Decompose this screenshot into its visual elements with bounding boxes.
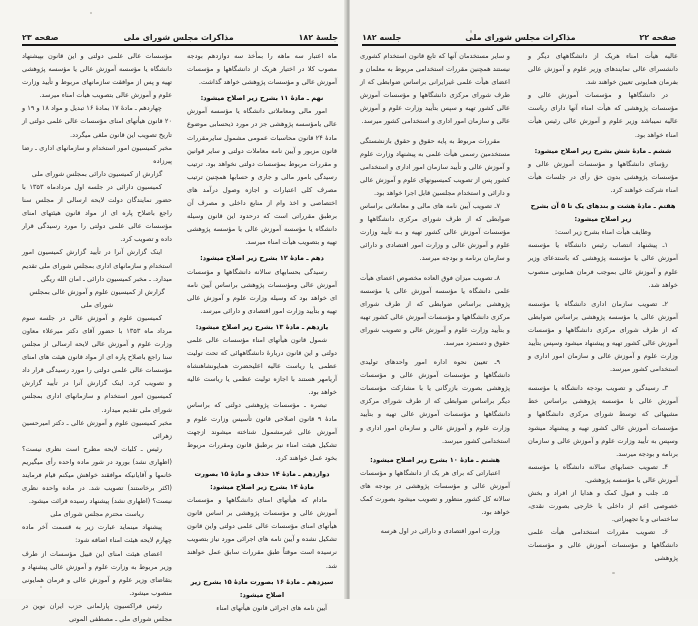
rapporteur-line: مخبر کمیسیون امور استخدام و سازمانهای اداری ـ رضا پیرزاده <box>22 143 172 165</box>
right-page <box>350 0 698 599</box>
text-column-right <box>528 50 678 566</box>
paragraph: وزارت امور اقتصادی و دارائی در اول هرسه <box>380 527 500 536</box>
page-header <box>362 28 676 42</box>
paragraph: اینک گزارش آنرا در تأیید گزارش کمیسیون امور استخدام و سازمانهای اداری بمجلس شورای ملی تقدیم میدارد. ـ مخبر کمیسیون دارائی ـ امان الله ریگی <box>22 248 172 283</box>
paragraph: مادام که هیأتهای امنای دانشگاهها و مؤسسات آموزش عالی و مؤسسات پژوهشی بر اساس قانون هیأتهای امنای مؤسسات عالی علمی دولتی واین قانون تشکیل نشده و آیین نامه های اجرائی مورد نیاز بتصویب نرسیده است موقتاً طبق مقررات سابق عمل خواهند شد. <box>187 496 337 570</box>
list-item: ۶ـ تصویب مقررات استخدامی هیأت علمی دانشگاهها و مؤسسات آموزش عالی و مؤسسات پژوهشی <box>528 528 678 563</box>
list-item: ۵ـ جلب و قبول کمک و هدایا از افراد و بخش خصوصی اعم از داخلی یا خارجی بصورت نقدی، ساختمانی و یا تجهیزاتی. <box>528 489 678 524</box>
paragraph: و سایر مستخدمان آنها که تابع قانون استخدام کشوری نیستند همچنین مقررات استخدامی مربوط به معلمان و اعضای هیأت علمی غیرایرانی براساس ضوابطی که از طرف شورای مرکزی دانشگاهها و مؤسسات آموزش عالی کشور تهیه و سپس بتأیید وزارت علوم و آموزش عالی و سازمان امور اداری و استخدامی کشور میرسد. <box>360 52 510 126</box>
report-title: گزارش از کمیسیون دارائی بمجلس شورای ملی <box>31 169 163 178</box>
paragraph: کمیسیون دارائی در جلسه اول مردادماه ۱۳۵۳ با حضور نمایندگان دولت لایحه ارسالی از مجلس سنا راجع باصلاح پاره ای از مواد قانون هیئتهای امنای مؤسسات عالی علمی دولتی را مورد رسیدگی قرار داده و تصویب کرد. <box>22 182 172 244</box>
report-title: گزارش از کمیسیون علوم و آموزش عالی بمجلس شورای ملی <box>29 287 165 309</box>
left-page <box>0 0 348 624</box>
paragraph: اعضای هیئت امنای این قبیل مؤسسات از طرف وزیر مربوط به وزارت علوم و آموزش عالی پیشنهاد و بتقاضای وزیر علوم و آموزش عالی و فرمان همایونی منصوب میشود. <box>22 549 172 597</box>
page-number: صفحه ۲۲ <box>639 33 676 42</box>
section-heading: نهم ـ مادهٔ ۱۱ بشرح زیر اصلاح میشود: <box>200 94 324 103</box>
list-item: ۷ـ تصویب آیین نامه های مالی و معاملاتی براساس ضوابطی که از طرف شورای مرکزی دانشگاهها و مؤسسات آموزش عالی کشور تهیه و بـه تأیید وزارت علوم و آموزش عالی و وزارت امور اقتصادی و دارائی و سازمان برنامه و بودجه میرسد. <box>360 202 510 263</box>
list-item: ۱ـ پیشنهاد انتصاب رئیس دانشگاه یا مؤسسه آموزش عالی یا مؤسسه پژوهشی که باستدعای وزیر علوم و آموزش عالی بموجب فرمان همایونی منصوب خواهد شد. <box>528 241 678 289</box>
section-heading: هفتم ـ مادهٔ هشت و بندهای یک تا ۵ آن بشرح زیر اصلاح میشود: <box>530 202 676 224</box>
rapporteur-line: مخبر کمیسیون علوم و آموزش عالی ـ دکتر امیرحسین زهرائی <box>22 418 172 440</box>
section-heading: یازدهم ـ مادهٔ ۱۳ بشرح زیر اصلاح میشود: <box>195 322 329 331</box>
paragraph: پیشنهاد مینماید عبارت زیر به قسمت آخر ماده چهارم لایحه هیئت امناء اضافه شود: <box>22 523 172 545</box>
header-rule <box>362 44 676 46</box>
session-number: جلسهٔ ۱۸۲ <box>298 33 338 42</box>
paragraph: شمول قانون هیأتهای امناء مؤسسات عالی علمی دولتی و این قانون دربارهٔ دانشگاههائی که تحت تولیت عظمی یا ریاست عالیه اعلیحضرت همایونشاهنشاه آریامهر هستند با اجازه تولیت عظمی یا ریاست عالیه خواهد بود. <box>187 335 337 397</box>
list-item: ۲ـ تصویب سازمان اداری دانشگاه یا مؤسسه آموزش عالی یا مؤسسه پژوهشی براساس ضوابطی که از طرف شورای مرکزی دانشگاهها و مؤسسات آموزش عالی کشور تهیه و پیشنهاد میشود وسپس بتأیید وزارت علوم و آموزش عالی و سازمان امور اداری و استخدامی کشور میرسد. <box>528 299 678 374</box>
paragraph: ماه اعتبار سه ماهه را بمأخذ سه دوازدهم بودجه مصوب کلا در اختیار هریک از دانشگاهها و مؤسسات آموزش عالی و مؤسسات پژوهشی خواهد گذاشت. <box>187 52 337 87</box>
text-column-right <box>187 50 337 615</box>
scan-speck <box>470 30 472 33</box>
section-heading: ششم ـ مادهٔ شش بشرح زیر اصلاح میشود: <box>534 146 672 155</box>
session-number: جلسه ۱۸۲ <box>362 33 402 42</box>
scan-speck <box>612 572 615 574</box>
paragraph: وظایف هیأت امناء بشرح زیر است: <box>554 228 652 237</box>
signature-line: رئیس فراکسیون پارلمانی حزب ایران نوین در مجلس شورای ملی ـ مصطفی الموتی <box>22 601 172 624</box>
page-header <box>22 28 338 42</box>
paragraph: رؤسای دانشگاهها و مؤسسات آموزش عالی و مؤسسات پژوهشی بدون حق رأی در جلسات هیأت امناء شرکت خواهند کرد. <box>528 159 678 194</box>
paragraph: رسیدگی بحسابهای سالانه دانشگاهها و مؤسسات آموزش عالی ومؤسسات پژوهشی براساس آیین نامه ای خواهد بود که وسیله وزارت علوم و آموزش عالی تهیه و بتأیید وزارت امور اقتصادی و دارائی میرسد. <box>187 267 337 315</box>
paragraph: عالیه هیأت امناء هریک از دانشگاههای دیگر و دانشسرای عالی نمایندهای وزیر علوم و آموزش عالی بفرمان همایونی تعیین خواهند شد. <box>528 52 678 87</box>
paragraph: اعتباراتی که برای هر یک از دانشگاهها و مؤسسات آموزش عالی و مؤسسات پژوهشی در بودجه های سالانه کل کشور منظور و تصویب میشود بصورت کمک خواهد بود. <box>360 468 510 517</box>
paragraph: امور مالی ومعاملاتی دانشگاه یا مؤسسه آموزش عالی یامؤسسه پژوهشی جز در مورد ذیحسابی موضوع مادهٔ ۲۴ قانون محاسبات عمومی مشمول سایرمقررات قانون مزبور و آیین نامه معاملات دولتی و سایر قوانین و مقررات مربوط بمؤسسات دولتی نخواهد بود. ترتیب رسیدگی بامور مالی و جاری و حسابها همچنین ترتیب مصرف کلی اعتبارات و اجازه وصول درآمد های اختصاصی و اخذ وام از منابع داخلی و مصرف آن برطبق مقرراتی است که درحدود این قانون وسیله دانشگاه یا مؤسسه آموزش عالی یا مؤسسه پژوهشی تهیه و بتصویب هیأت امناء میرسد. <box>187 107 338 247</box>
header-rule <box>22 44 338 46</box>
note-paragraph: تبصره ـ مؤسسات پژوهشی دولتی که براساس مادهٔ ۹ قانون اصلاحی قانون تأسیس وزارت علوم و آموزش عالی غیرمشمول شناخته میشوند ازجهت تشکیل هیئت امناء نیز برطبق قانون ومقررات مربوط بخود عمل خواهند کرد. <box>187 401 338 462</box>
section-heading: دهم ـ مادهٔ ۱۲ بشرح زیر اصلاح میشود: <box>200 254 324 263</box>
text-column-left <box>22 50 172 626</box>
text-column-left <box>360 50 510 538</box>
list-item: ۴ـ تصویب حسابهای سالانه دانشگاه یا مؤسسه آموزش عالی یا مؤسسه پژوهشی. <box>528 462 678 484</box>
paragraph: مقررات مربوط به پایه حقوق و حقوق بازنشستگی مستخدمین رسمی هیأت علمی به پیشنهاد وزارت علوم و آموزش عالی و تأیید سازمان امور اداری و استخدامی کشور پس از تصویب کمیسیونهای علوم و آموزش عالی و دارائی و استخدام مجلسین قابل اجرا خواهد بود. <box>360 136 510 197</box>
section-heading: دوازدهم ـ مادهٔ ۱۴ حذف و مادهٔ ۱۵ بصورت مادهٔ ۱۴ بشرح زیر اصلاح میشود: <box>194 469 330 491</box>
running-title: مذاکرات مجلس شورای ملی <box>465 33 576 42</box>
scan-speck <box>40 586 42 588</box>
list-item: ۹ـ تعیین نحوه اداره امور واحدهای تولیدی دانشگاهها و مؤسسات آموزش عالی و مؤسسات پژوهشی بصورت بازرگانی یا با مشارکت مؤسسات دیگر براساس ضوابطی که از طرف شورای مرکزی دانشگاهها و مؤسسات آموزش عالی تهیه و بتأیید وزارت علوم و آموزش عالی و سازمان امور اداری و استخدامی کشور میرسد. <box>360 358 510 445</box>
scan-speck <box>90 12 92 14</box>
paragraph: کمیسیون علوم و آموزش عالی در جلسه سوم مرداد ماه ۱۳۵۳ با حضور آقای دکتر میرعلاء معاون وزارت علوم و آموزش عالی لایحه ارسالی از مجلس سنا راجع باصلاح پاره ای از مواد قانون هیئت های امنای مؤسسات عالی علمی دولتی را مورد رسیدگی قرار داد و تصویب کرد. اینک گزارش آنرا در تأیید گزارش کمیسیون امور استخدام و سازمانهای اداری بمجلس شورای ملی تقدیم میدارد. <box>22 313 173 414</box>
paragraph: مؤسسات عالی علمی دولتی و این قانون بپیشنهاد دانشگاه یا مؤسسه آموزش عالی یا مؤسسه پژوهشی تهیه و پس از موافقت سازمانهای مربوط و تأیید وزارت علوم و آموزش عالی بتصویب هیأت امناء میرسد. <box>22 52 172 100</box>
proposal-address: ریاست محترم مجلس شورای ملی <box>50 510 144 519</box>
section-heading: هشتم ـ مادهٔ ۱۰ بشرح زیر اصلاح میشود: <box>370 455 500 464</box>
paragraph: آیین نامه های اجرائی قانون هیأتهای امناء <box>216 603 327 612</box>
running-title: مذاکرات مجلس شورای ملی <box>123 33 234 42</box>
paragraph: در دانشگاهها و مؤسسات آموزش عالی و مؤسسات پژوهشی که هیأت امناء آنها دارای ریاست عالیه نمیباشد وزیر علوم و آموزش عالی رئیس هیأت امناء خواهد بود. <box>528 91 678 139</box>
section-heading: سیزدهم ـ مادهٔ ۱۶ بصورت مادهٔ ۱۵ بشرح زیر اصلاح میشود: <box>190 577 334 599</box>
page-number: صفحه ۲۳ <box>22 33 59 42</box>
list-item: ۳ـ رسیدگی و تصویب بودجه دانشگاه یا مؤسسه آموزش عالی یا مؤسسه پژوهشی براساس خط مشیهائی که توسط شورای مرکزی دانشگاهها و مؤسسات آموزش عالی کشور تهیه و پیشنهاد میشود وسپس به تأیید وزارت علوم و آموزش عالی و سازمان برنامه و بودجه میرسد. <box>528 384 678 458</box>
paragraph: چهاردهم ـ مادهٔ ۱۷ بمادهٔ ۱۶ تبدیل و مواد ۱۸ و ۱۹ و ۲۰ قانون هیأتهای امنای مؤسسات عالی علمی دولتی از تاریخ تصویب این قانون ملغی میگردد. <box>22 104 172 139</box>
speaker-remarks: رئیس ـ کلیات لایحه مطرح است نظری نیست؟ (اظهاری نشد) بورود در شور ماده واحده رأی میگیریم خانمها و آقایانیکه موافقند خواهش میکنم قیام فرمایند (اکثر برخاستند) تصویب شد. در ماده واحده نظری نیست؟ (اظهاری نشد) پیشنهاد رسیده قرائت میشود. <box>22 444 172 506</box>
list-item: ۸ـ تصویب میزان فوق العاده مخصوص اعضای هیأت علمی دانشگاه یا مؤسسه آموزش عالی یا مؤسسه پژوهشی براساس ضوابطی که از طرف شورای مرکزی دانشگاهها و مؤسسات آموزش عالی کشور تهیه و بتأیید وزارت علوم و آموزش عالی و تصویب شورای حقوق و دستمزد میرسد. <box>360 273 510 347</box>
